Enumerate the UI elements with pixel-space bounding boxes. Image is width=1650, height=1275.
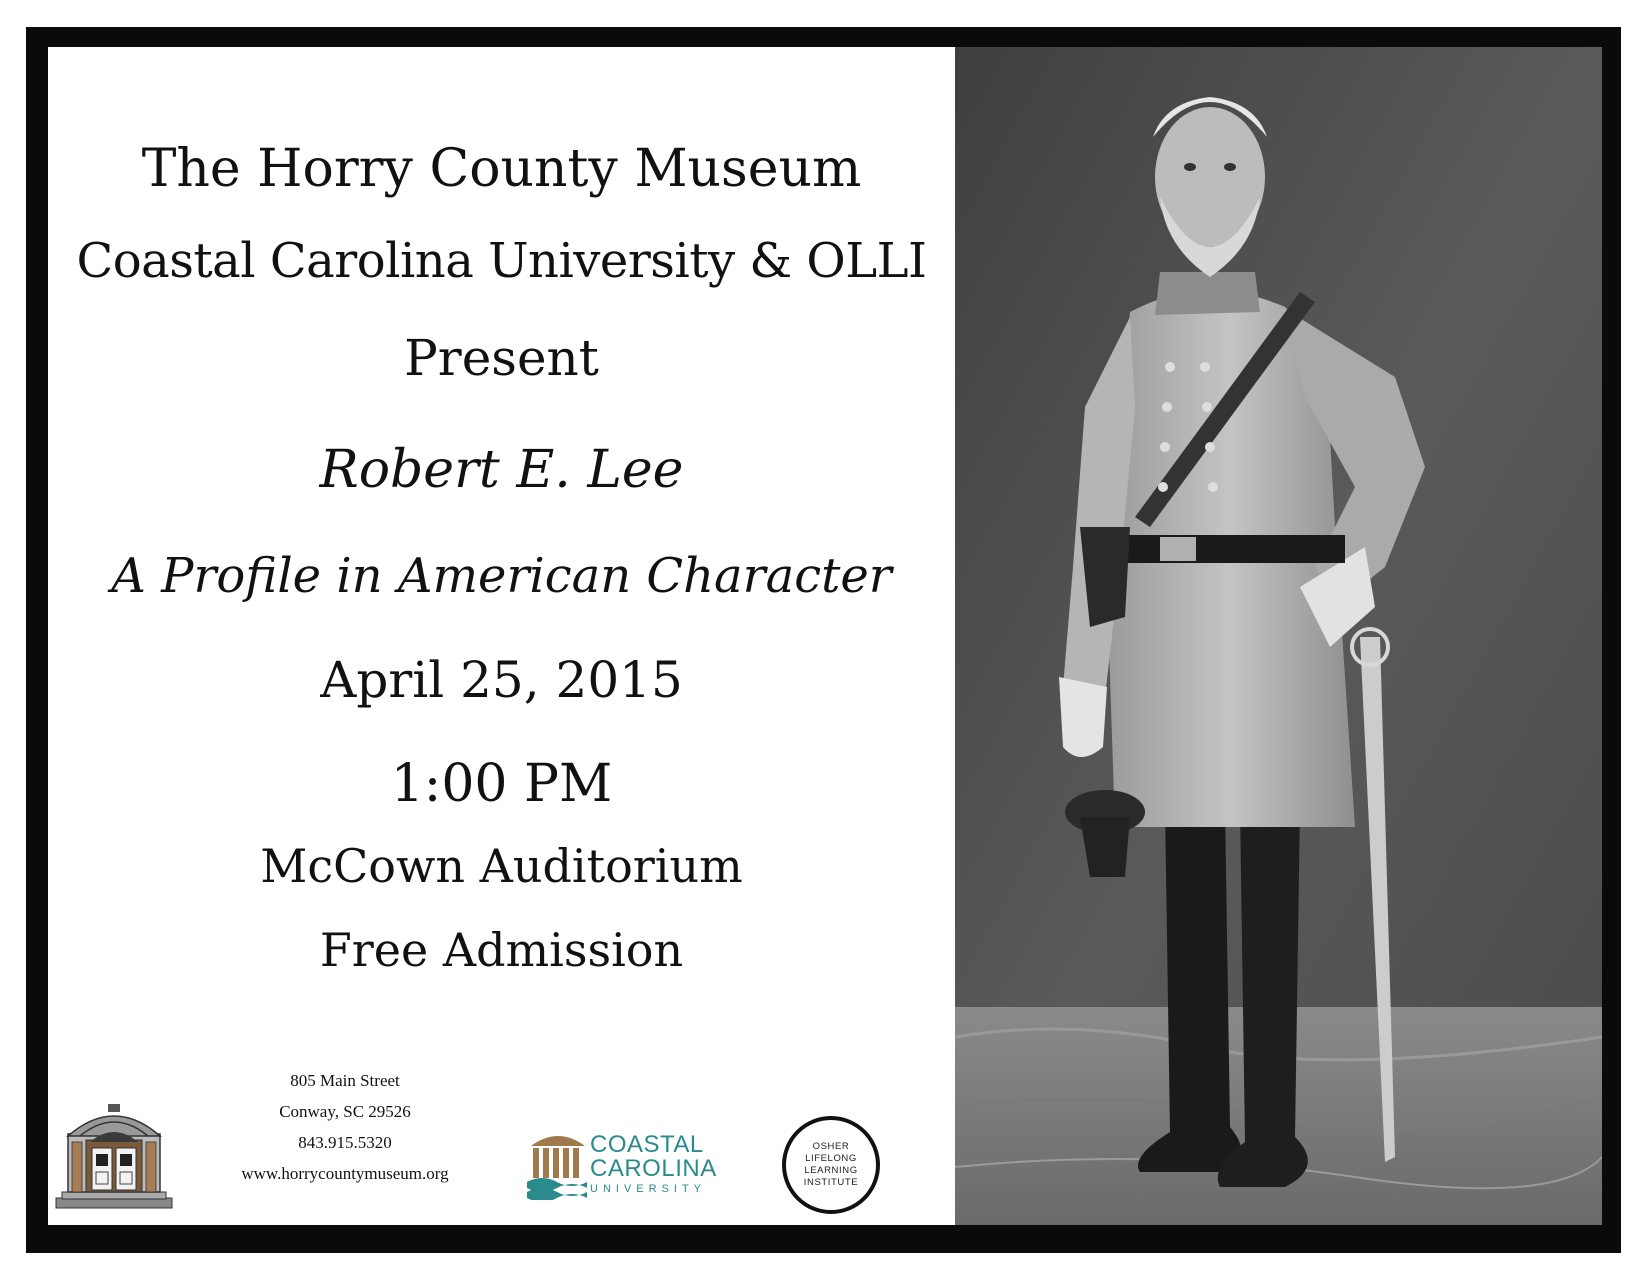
- street-address: 805 Main Street: [290, 1071, 400, 1090]
- olli-logo: [782, 1116, 880, 1214]
- olli-line-1: OSHER: [812, 1141, 850, 1152]
- city-state-zip: Conway, SC 29526: [279, 1102, 411, 1121]
- website-link[interactable]: www.horrycountymuseum.org: [241, 1164, 449, 1183]
- olli-line-3: LEARNING: [804, 1165, 858, 1176]
- contact-block: [195, 1065, 495, 1189]
- event-subject: Robert E. Lee: [319, 440, 684, 500]
- olli-line-2: LIFELONG: [805, 1153, 857, 1164]
- portrait-photo: [955, 47, 1602, 1225]
- event-date: April 25, 2015: [320, 651, 683, 709]
- event-subtitle: A Profile in American Character: [111, 548, 892, 604]
- phone-number: 843.915.5320: [298, 1133, 392, 1152]
- text-panel: [48, 47, 955, 1225]
- museum-building-logo: [50, 1102, 178, 1216]
- presenter-line-1: The Horry County Museum: [141, 139, 862, 199]
- ccu-wordmark-line-2: CAROLINA: [590, 1155, 717, 1182]
- ccu-wordmark-line-3: UNIVERSITY: [590, 1183, 707, 1195]
- admission-note: Free Admission: [319, 923, 684, 977]
- event-venue: McCown Auditorium: [260, 839, 743, 893]
- ccu-wordmark-line-1: COASTAL: [590, 1131, 704, 1158]
- ccu-wordmark: [590, 1133, 717, 1197]
- event-time: 1:00 PM: [390, 754, 613, 814]
- present-label: Present: [404, 329, 599, 387]
- presenter-line-2: Coastal Carolina University & OLLI: [76, 233, 927, 289]
- olli-line-4: INSTITUTE: [803, 1177, 859, 1188]
- ccu-columns-icon: [527, 1128, 589, 1204]
